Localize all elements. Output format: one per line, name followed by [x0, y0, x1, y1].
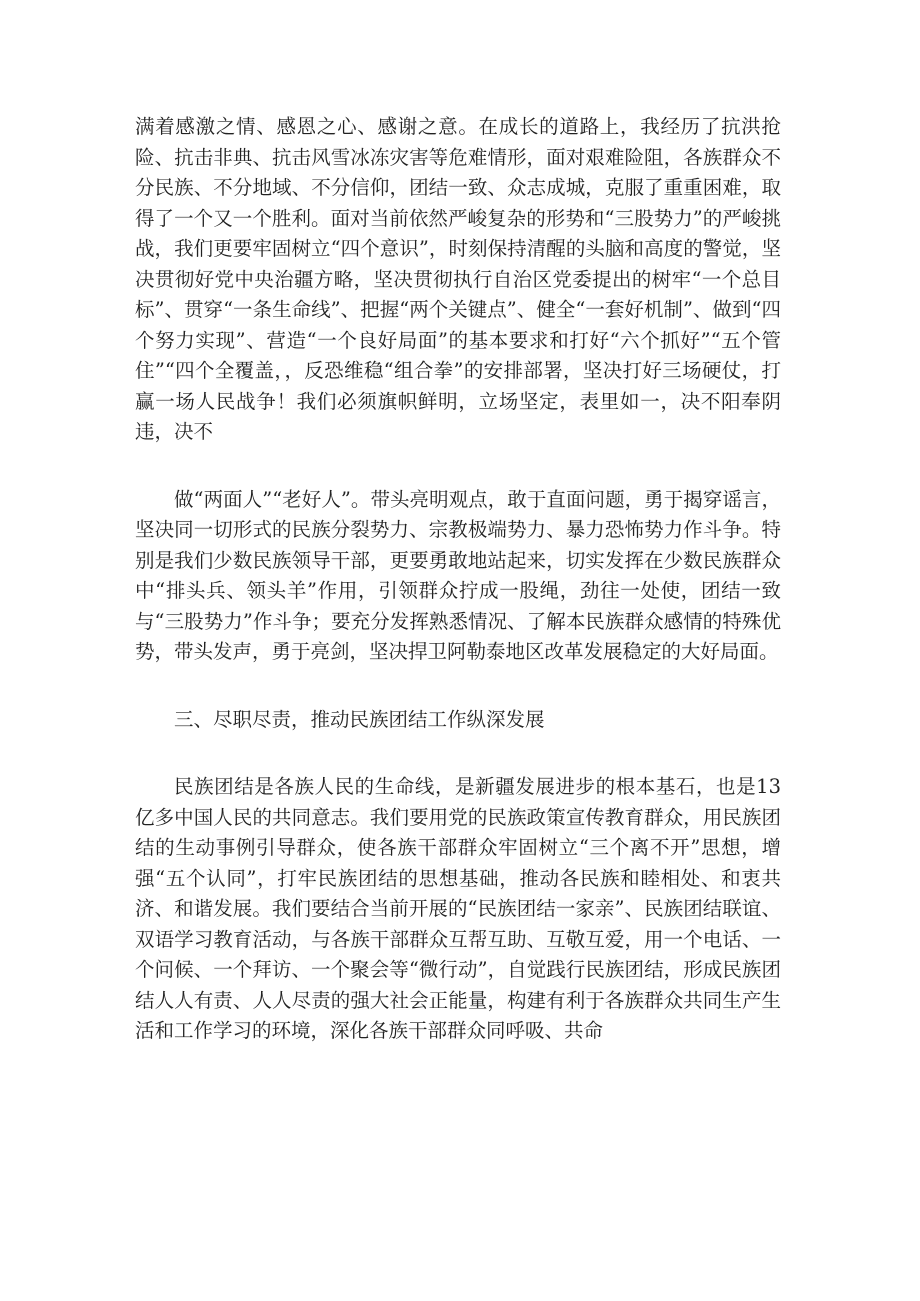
- paragraph-ethnic-unity: 民族团结是各族人民的生命线，是新疆发展进步的根本基石，也是13亿多中国人民的共同意志。我们要用党的民族政策宣传教育群众，用民族团结的生动事例引导群众，使各族干部群众牢固树立“三个离不开”思想，增强“五个认同”，打牢民族团结的思想基础，推动各民族和睦相处、和衷共济、和谐发展。我们要结合当前开展的“民族团结一家亲”、民族团结联谊、双语学习教育活动，与各族干部群众互帮互助、互敬互爱，用一个电话、一个问候、一个拜访、一个聚会等“微行动”，自觉践行民族团结，形成民族团结人人有责、人人尽责的强大社会正能量，构建有利于各族群众共同生产生活和工作学习的环境，深化各族干部群众同呼吸、共命: [135, 775, 781, 1042]
- document-body: [135, 112, 781, 1047]
- section-heading-three: 三、尽职尽责，推动民族团结工作纵深发展: [174, 707, 545, 731]
- paragraph-two-faced-people: 做“两面人”“老好人”。带头亮明观点，敢于直面问题，勇于揭穿谣言，坚决同一切形式的民族分裂势力、宗教极端势力、暴力恐怖势力作斗争。特别是我们少数民族领导干部，更要勇敢地站起来，切实发挥在少数民族群众中“排头兵、领头羊”作用，引领群众拧成一股绳，劲往一处使，团结一致与“三股势力”作斗争；要充分发挥熟悉情况、了解本民族群众感情的特殊优势，带头发声，勇于亮剑，坚决捍卫阿勒泰地区改革发展稳定的大好局面。: [135, 487, 781, 663]
- paragraph-continuation: 满着感激之情、感恩之心、感谢之意。在成长的道路上，我经历了抗洪抢险、抗击非典、抗击风雪冰冻灾害等危难情形，面对艰难险阻，各族群众不分民族、不分地域、不分信仰，团结一致、众志成城，克服了重重困难，取得了一个又一个胜利。面对当前依然严峻复杂的形势和“三股势力”的严峻挑战，我们更要牢固树立“四个意识”，时刻保持清醒的头脑和高度的警觉，坚决贯彻好党中央治疆方略，坚决贯彻执行自治区党委提出的树牢“一个总目标”、贯穿“一条生命线”、把握“两个关键点”、健全“一套好机制”、做到“四个努力实现”、营造“一个良好局面”的基本要求和打好“六个抓好”“五个管住”“四个全覆盖，，反恐维稳“组合拳”的安排部署，坚决打好三场硬仗，打赢一场人民战争！我们必须旗帜鲜明，立场坚定，表里如一，决不阳奉阴违，决不: [135, 115, 781, 443]
